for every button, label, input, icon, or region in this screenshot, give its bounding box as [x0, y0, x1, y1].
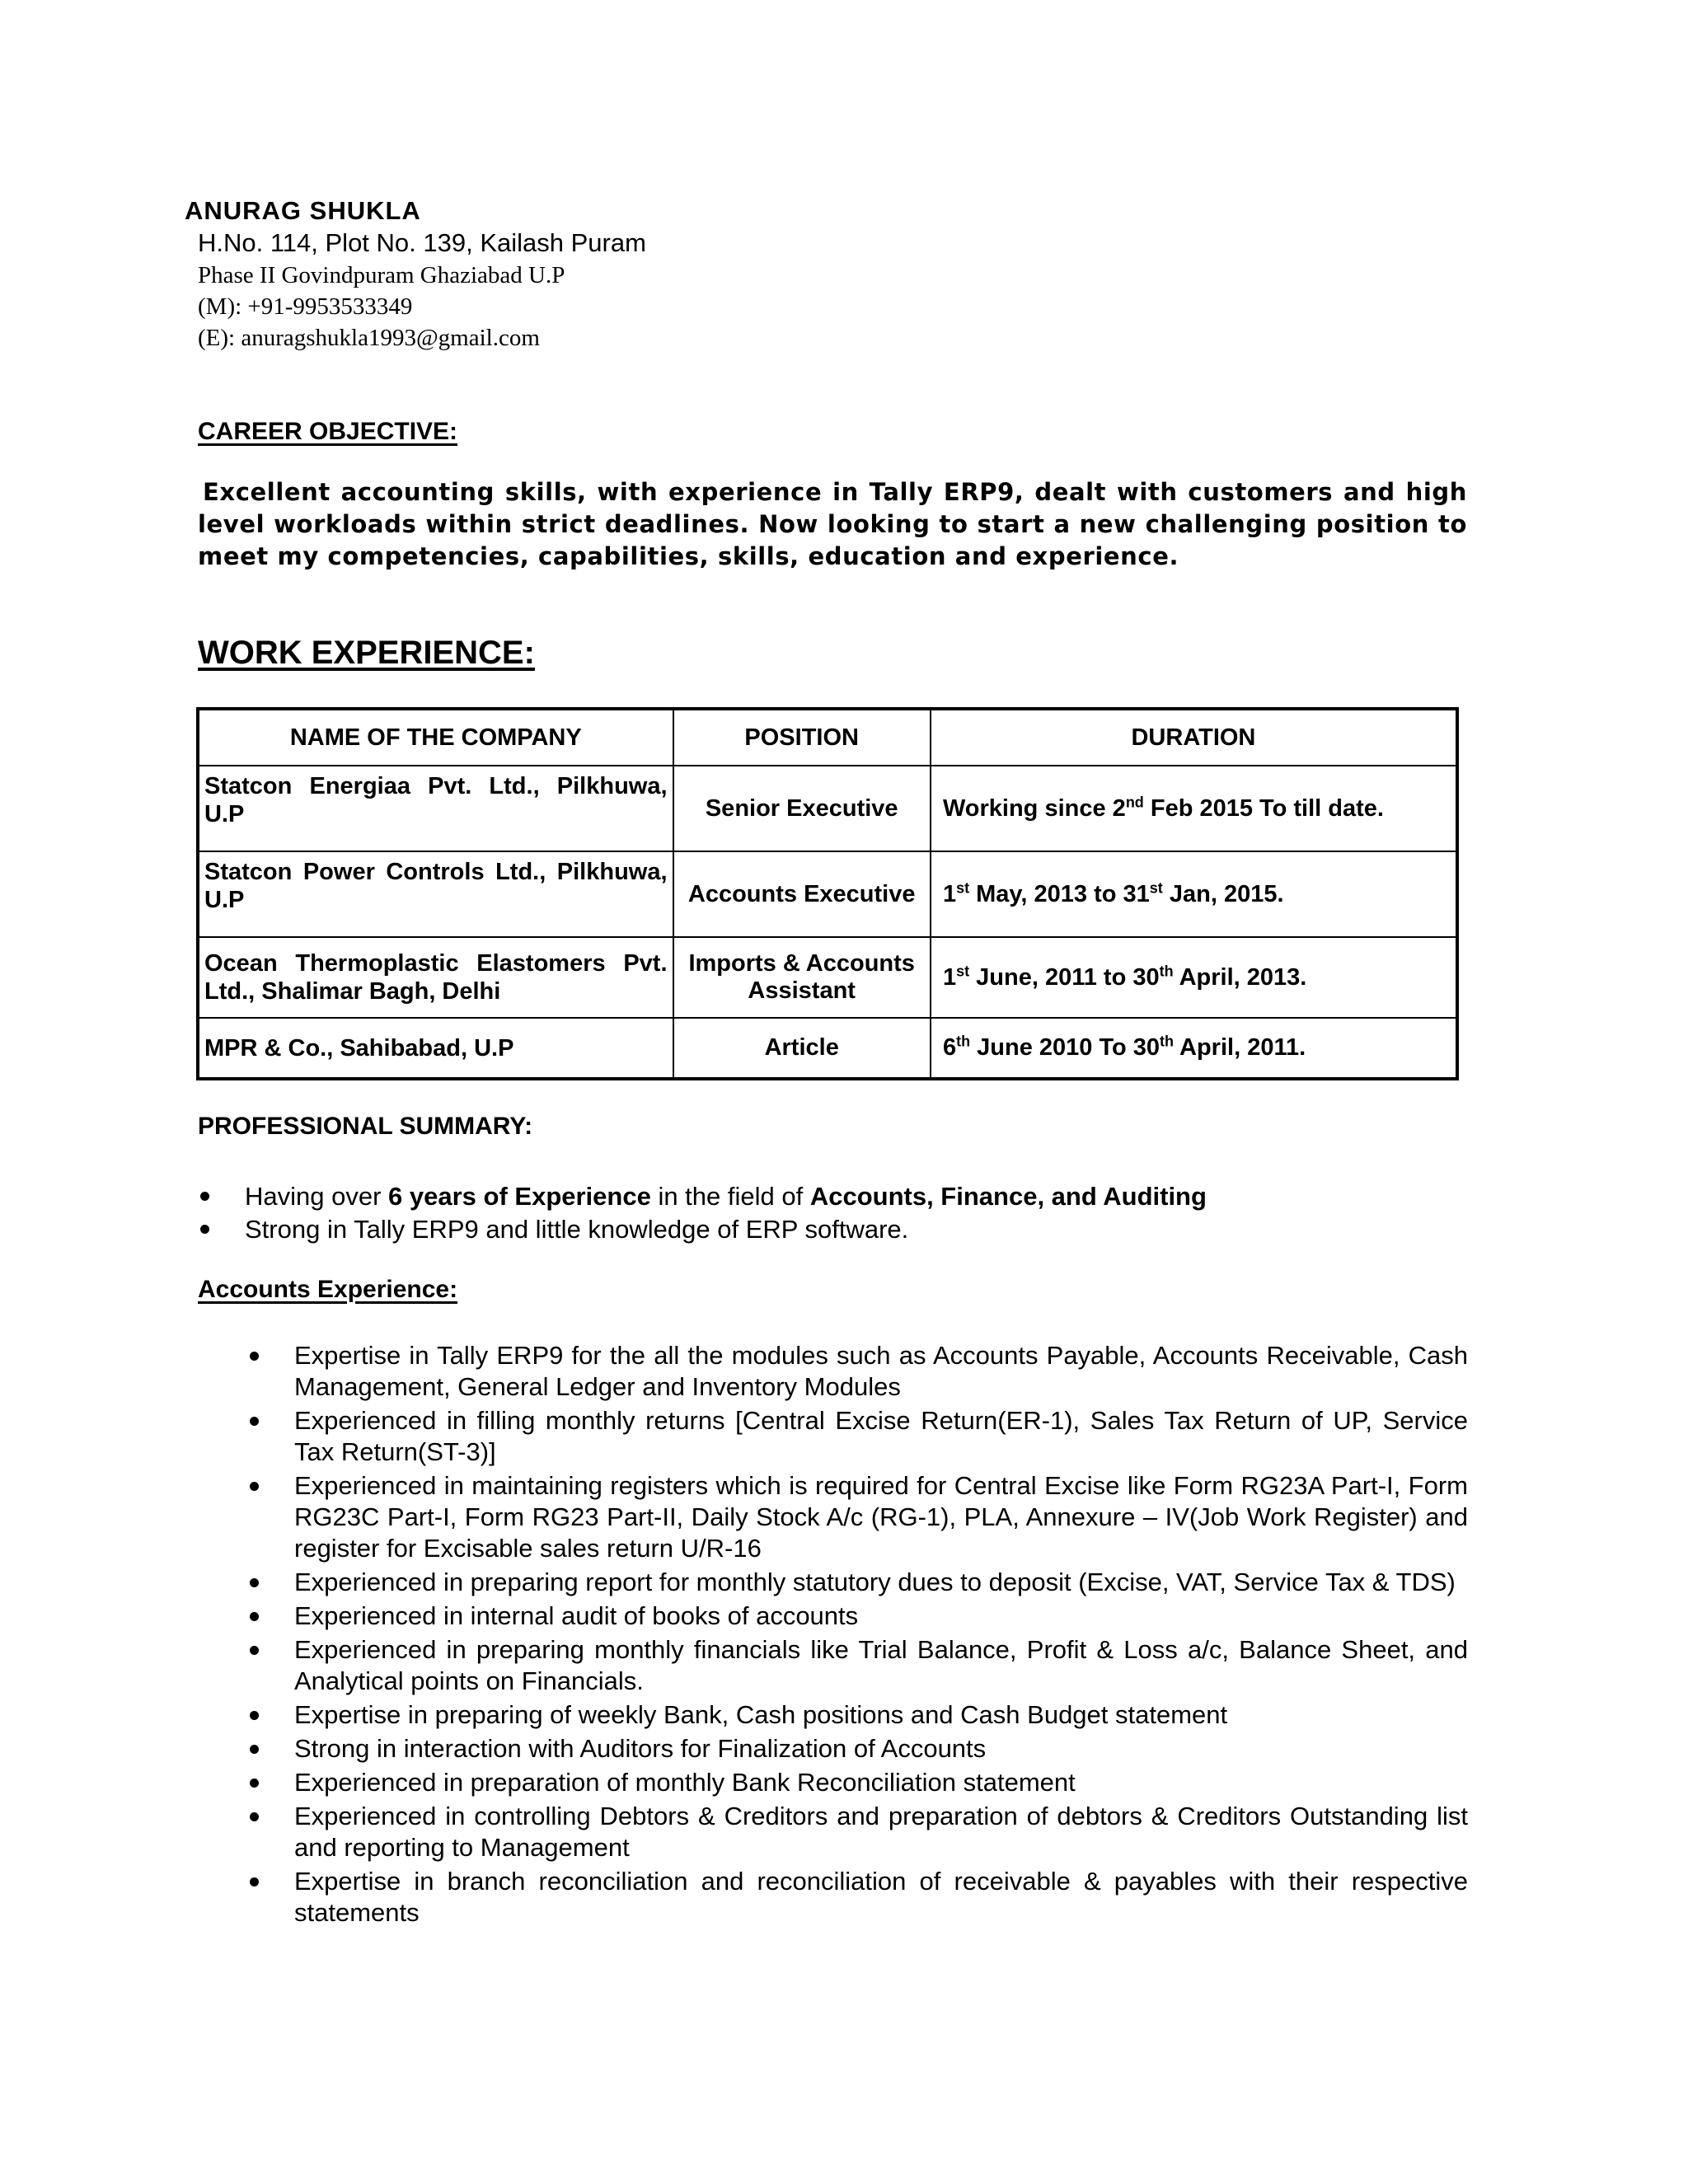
summary-text: Strong in Tally ERP9 and little knowledge of ERP software.: [245, 1215, 909, 1244]
list-item: [294, 1767, 1468, 1798]
duration-text: June, 2011 to 30: [969, 963, 1160, 991]
mobile-number: (M): +91-9953533349: [198, 293, 413, 320]
duration-cell: [931, 937, 1457, 1018]
list-item-text: Strong in interaction with Auditors for Finalization of Accounts: [294, 1734, 987, 1763]
summary-text: Having over: [245, 1182, 389, 1211]
list-item-text: Expertise in branch reconciliation and reconciliation of receivable & payables with their respective statements: [294, 1867, 1468, 1927]
duration-text: June 2010 To 30: [970, 1034, 1160, 1061]
position-line-2: Assistant: [748, 977, 856, 1004]
duration-text: April, 2011.: [1174, 1034, 1306, 1061]
duration-text: 1: [942, 880, 957, 907]
list-item-text: Experienced in preparing report for monthly statutory dues to deposit (Excise, VAT, Service Tax & TDS): [294, 1568, 1456, 1596]
list-item-text: Experienced in internal audit of books of accounts: [294, 1601, 859, 1630]
bullet-icon: [250, 1417, 259, 1426]
list-item: [294, 1801, 1468, 1863]
email-address: (E): anuragshukla1993@gmail.com: [198, 325, 540, 351]
company-name: MPR & Co., Sahibabad, U.P: [204, 1034, 514, 1062]
company-cell: [198, 937, 673, 1018]
duration-text: Working since 2: [942, 794, 1126, 822]
list-item: [294, 1733, 1468, 1765]
bullet-icon: [250, 1646, 259, 1655]
list-item-text: Experienced in filling monthly returns [Central Excise Return(ER-1), Sales Tax Return of UP, Service Tax Return(ST-3)]: [294, 1406, 1468, 1466]
duration-text: 6: [942, 1034, 957, 1061]
duration-suffix: th: [956, 1033, 971, 1050]
column-header-duration: DURATION: [931, 709, 1457, 766]
list-item: [294, 1567, 1468, 1598]
bullet-icon: [250, 1482, 259, 1491]
company-cell: [198, 1018, 673, 1079]
bullet-icon: [250, 1352, 259, 1361]
duration-cell: [931, 1018, 1457, 1079]
candidate-name: ANURAG SHUKLA: [185, 196, 421, 225]
company-cell: [198, 851, 673, 937]
bullet-icon: [250, 1779, 259, 1788]
position-cell: Senior Executive: [673, 766, 931, 851]
accounts-experience-list: [294, 1340, 1468, 1931]
bullet-icon: [250, 1578, 259, 1587]
list-item: [245, 1180, 1481, 1213]
table-row: [198, 1018, 1457, 1079]
column-header-position: POSITION: [673, 709, 931, 766]
summary-bold-text: Accounts, Finance, and Auditing: [809, 1182, 1207, 1211]
accounts-experience-heading: Accounts Experience:: [198, 1276, 458, 1303]
address-line-1: H.No. 114, Plot No. 139, Kailash Puram: [198, 228, 646, 257]
company-name: Statcon Energiaa Pvt. Ltd., Pilkhuwa, U.P: [204, 773, 668, 827]
list-item-text: Experienced in controlling Debtors & Creditors and preparation of debtors & Creditors Outstanding list and reporting to Management: [294, 1802, 1468, 1862]
position-cell: Article: [673, 1018, 931, 1079]
list-item-text: Expertise in Tally ERP9 for the all the modules such as Accounts Payable, Accounts Receivable, Cash Management, General Ledger and Inventory Modules: [294, 1341, 1468, 1401]
summary-text: in the field of: [650, 1182, 810, 1211]
bullet-icon: [200, 1225, 209, 1234]
list-item-text: Expertise in preparing of weekly Bank, Cash positions and Cash Budget statement: [294, 1700, 1228, 1729]
list-item-text: Experienced in maintaining registers which is required for Central Excise like Form RG23A Part-I, Form RG23C Part-I, Form RG23 Part-II, Daily Stock A/c (RG-1), PLA, Annexure – IV(Job Work Register) and register for Excisable sales return U/R-16: [294, 1471, 1468, 1563]
list-item: [294, 1634, 1468, 1697]
table-row: [198, 937, 1457, 1018]
list-item: [294, 1340, 1468, 1403]
bullet-icon: [250, 1711, 259, 1720]
summary-bold-text: 6 years of Experience: [388, 1182, 651, 1211]
bullet-icon: [250, 1877, 259, 1886]
duration-text: 1: [942, 963, 957, 991]
duration-suffix: th: [1160, 1033, 1175, 1050]
duration-suffix: nd: [1125, 793, 1144, 810]
duration-suffix: st: [1149, 879, 1163, 896]
company-name: Ocean Thermoplastic Elastomers Pvt. Ltd., Shalimar Bagh, Delhi: [204, 950, 668, 1005]
list-item: [294, 1699, 1468, 1731]
position-cell: Accounts Executive: [673, 851, 931, 937]
list-item-text: Experienced in preparing monthly financials like Trial Balance, Profit & Loss a/c, Balance Sheet, and Analytical points on Financials.: [294, 1635, 1468, 1695]
duration-text: Jan, 2015.: [1162, 880, 1284, 907]
company-name: Statcon Power Controls Ltd., Pilkhuwa, U.P: [204, 859, 668, 913]
table-header-row: [198, 709, 1457, 766]
career-objective-heading: CAREER OBJECTIVE:: [198, 418, 458, 445]
list-item: [245, 1213, 1481, 1246]
duration-cell: [931, 851, 1457, 937]
bullet-icon: [250, 1812, 259, 1821]
list-item-text: Experienced in preparation of monthly Bank Reconciliation statement: [294, 1768, 1076, 1797]
career-objective-text: Excellent accounting skills, with experience in Tally ERP9, dealt with customers and high level workloads within strict deadlines. Now looking to start a new challenging position to meet my competencies, capabilities, skills, education and experience.: [198, 478, 1467, 570]
list-item: [294, 1601, 1468, 1632]
duration-text: May, 2013 to 31: [969, 880, 1150, 907]
list-item: [294, 1405, 1468, 1468]
bullet-icon: [250, 1612, 259, 1621]
company-cell: [198, 766, 673, 851]
position-cell: [673, 937, 931, 1018]
professional-summary-list: [245, 1180, 1481, 1246]
work-experience-heading: WORK EXPERIENCE:: [198, 635, 535, 671]
duration-suffix: st: [956, 962, 970, 979]
duration-cell: [931, 766, 1457, 851]
work-experience-table: [196, 707, 1459, 1080]
list-item: [294, 1866, 1468, 1929]
list-item: [294, 1470, 1468, 1564]
duration-suffix: st: [956, 879, 970, 896]
professional-summary-heading: PROFESSIONAL SUMMARY:: [198, 1113, 533, 1140]
bullet-icon: [200, 1192, 209, 1201]
duration-text: April, 2013.: [1173, 963, 1307, 991]
duration-suffix: th: [1159, 962, 1174, 979]
column-header-company: NAME OF THE COMPANY: [198, 709, 673, 766]
position-line-1: Imports & Accounts: [688, 950, 915, 977]
table-row: [198, 851, 1457, 937]
address-line-2: Phase II Govindpuram Ghaziabad U.P: [198, 262, 565, 288]
bullet-icon: [250, 1745, 259, 1754]
table-row: [198, 766, 1457, 851]
duration-text: Feb 2015 To till date.: [1143, 794, 1384, 822]
